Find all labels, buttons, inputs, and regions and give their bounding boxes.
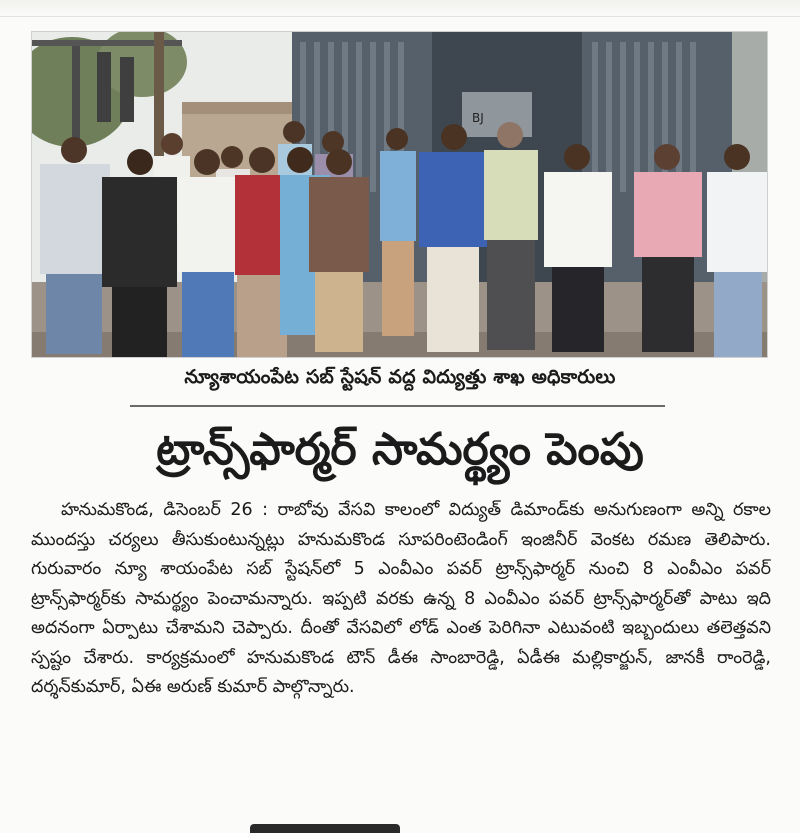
- article-headline: ట్రాన్స్‌ఫార్మర్ సామర్థ్యం పెంపు: [156, 424, 644, 475]
- article-paragraph: హనుమకొండ, డిసెంబర్ 26 : రాబోవు వేసవి కాలంలో విద్యుత్ డిమాండ్‌కు అనుగుణంగా అన్ని రకాల ముందస్తు చర్యలు తీసుకుంటున్నట్లు హనుమకొండ సూపరింటెండింగ్ ఇంజినీర్ వెంకట రమణ తెలిపారు. గురువారం న్యూ శాయంపేట సబ్ స్టేషన్‌లో 5 ఎంవీఎం పవర్ ట్రాన్స్‌ఫార్మర్ నుంచి 8 ఎంవీఎం పవర్ ట్రాన్స్‌ఫార్మర్‌కు సామర్థ్యం పెంచామన్నారు. ఇప్పటి వరకు ఉన్న 8 ఎంవీఎం పవర్ ట్రాన్స్‌ఫార్మర్‌తో పాటు ఇది అదనంగా ఏర్పాటు చేశామని చెప్పారు. దీంతో వేసవిలో లోడ్ ఎంత పెరిగినా ఎటువంటి ఇబ్బందులు తలెత్తవని స్పష్టం చేశారు. కార్యక్రమంలో హనుమకొండ టౌన్ డీఈ సాంబారెడ్డి, ఏడీఈ మల్లికార్జున్, జానకీ రాంరెడ్డి, దర్శన్‌కుమార్, ఏఈ అరుణ్ కుమార్ పాల్గొన్నారు.: [31, 500, 771, 697]
- article-body: [31, 496, 771, 703]
- previous-article-strip: [0, 0, 800, 17]
- photo-caption: న్యూశాయంపేట సబ్ స్టేషన్ వద్ద విద్యుత్తు శాఖ అధికారులు: [184, 366, 616, 388]
- next-article-fragment: [250, 824, 400, 833]
- caption-divider: [130, 405, 665, 407]
- transformer-plate-text: BJ: [472, 111, 484, 125]
- news-photo: [31, 31, 768, 358]
- group-of-officials: [40, 121, 767, 357]
